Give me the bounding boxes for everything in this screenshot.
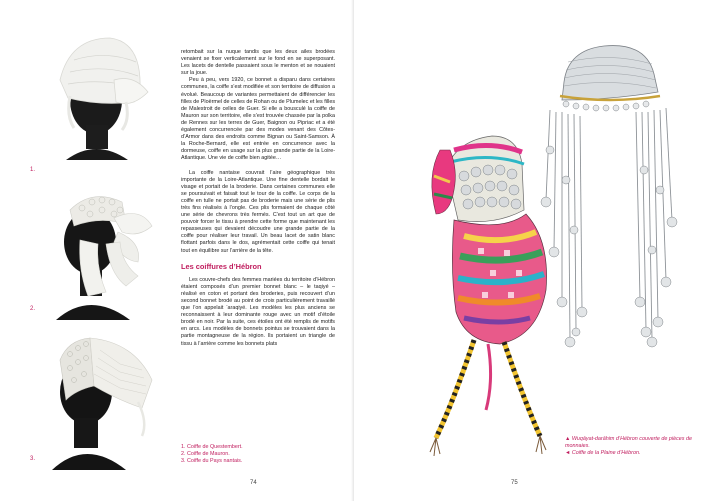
text-column — [181, 49, 335, 348]
caption-plaine-hebron: ◄ Coiffe de la Plaine d’Hébron. — [565, 450, 641, 456]
caption-1: 1. Coiffe de Questembert. — [181, 444, 243, 450]
paragraph-2: Peu à peu, vers 1920, ce bonnet a disparu dans certaines communes, la coiffe s’est modifiée et son territoire de diffusion a évolué. Beaucoup de variantes permettaient de différencier les filles de Ploërmel de celles de Rohan ou de Plumelec et les filles de Malestroit de celles de Guer. Si elle a bousculé la coiffe de Mauron sur son territoire, elle s’est trouvée chassée par la polka de Rennes sur les terres de Guer, Baignon ou Pipriac et a été également concurrencée par des modes venant des Côtes-d’Armor dans des endroits comme Bignan ou Saint-Samson. À la Roche-Bernard, elle est entrée en concurrence avec la dormeuse, coiffe en usage sur la plus grande partie de la Loire-Atlantique. Une vie de coiffe bien agitée… — [181, 77, 336, 162]
figure-number-3: 3. — [30, 456, 36, 462]
caption-2: 2. Coiffe de Mauron. — [181, 451, 230, 457]
section-paragraph: Les couvre-chefs des femmes mariées du territoire d’Hébron étaient composés d’un premier bonnet blanc – le taqiyé – réalisé en coton et portant des broderies, puis recouvert d’un second bonnet brodé au point de croix particulièrement travaillé que l’on appelait ‘araqiyé. Les modèles les plus anciens se reconnaissent à leur dominante rouge avec un motif d’étoile brodé en noir. Par la suite, ces étoiles ont été remplis de motifs en arcs. Les modèles de bonnets pointus se trouvaient dans la partie montagneuse de la région. Ils portaient un triangle de tissu à l’arrière comme les bonnets plats — [181, 276, 335, 347]
section-title: Les coiffures d’Hébron — [181, 261, 262, 271]
photo-coiffe-pays-nantais — [30, 330, 170, 470]
photo-coiffe-questembert — [30, 20, 170, 160]
paragraph-1: retombait sur la nuque tandis que les deux ailes brodées venaient se fixer verticalement sur le fond en se superposant. Les lacets de dentelle passaient sous le menton et se nouaient sur la joue. — [181, 49, 335, 77]
colorful-coiffe-illustration — [430, 136, 547, 456]
coin-headdress-illustration — [541, 46, 677, 347]
page-number-left: 74 — [250, 480, 257, 486]
right-page-captions — [565, 436, 693, 457]
caption-3: 3. Coiffe du Pays nantais. — [181, 458, 243, 464]
paragraph-3: La coiffe nantaise couvrait l’aire géographique très importante de la Loire-Atlantique. Une fine dentelle bordait le visage et portait de la broderie. Dans certaines communes elle se poursuivait et faisait tout le tour de la coiffe. Le corps de la coiffe en tulle ne portait pas de broderie mais une série de plis très fins réalisés à l’ongle. Ces plis formaient de chaque côté une série de chevrons très fermés. C’est tout un art que de pouvoir forcer le tissu à prendre cette forme que maintenant les repasseuses qui devaient découdre une grande partie de la coiffe pour réaliser leur travail. Un beau lacet de satin blanc flottant parfois dans le dos, agrémentait cette coiffe qui tenait tout en équilibre sur l’arrière de la tête. — [181, 169, 335, 254]
right-page — [354, 0, 708, 501]
illustration-hebron-headdresses — [354, 0, 708, 501]
figure-captions — [181, 444, 335, 465]
figure-number-1: 1. — [30, 167, 36, 173]
photo-coiffe-mauron — [30, 180, 170, 320]
figure-number-2: 2. — [30, 306, 36, 312]
page-number-right: 75 — [511, 480, 518, 486]
caption-coin-headdress: ▲ Wuqāyat-darāhim d’Hébron couverte de pièces de monnaies. — [565, 436, 692, 449]
